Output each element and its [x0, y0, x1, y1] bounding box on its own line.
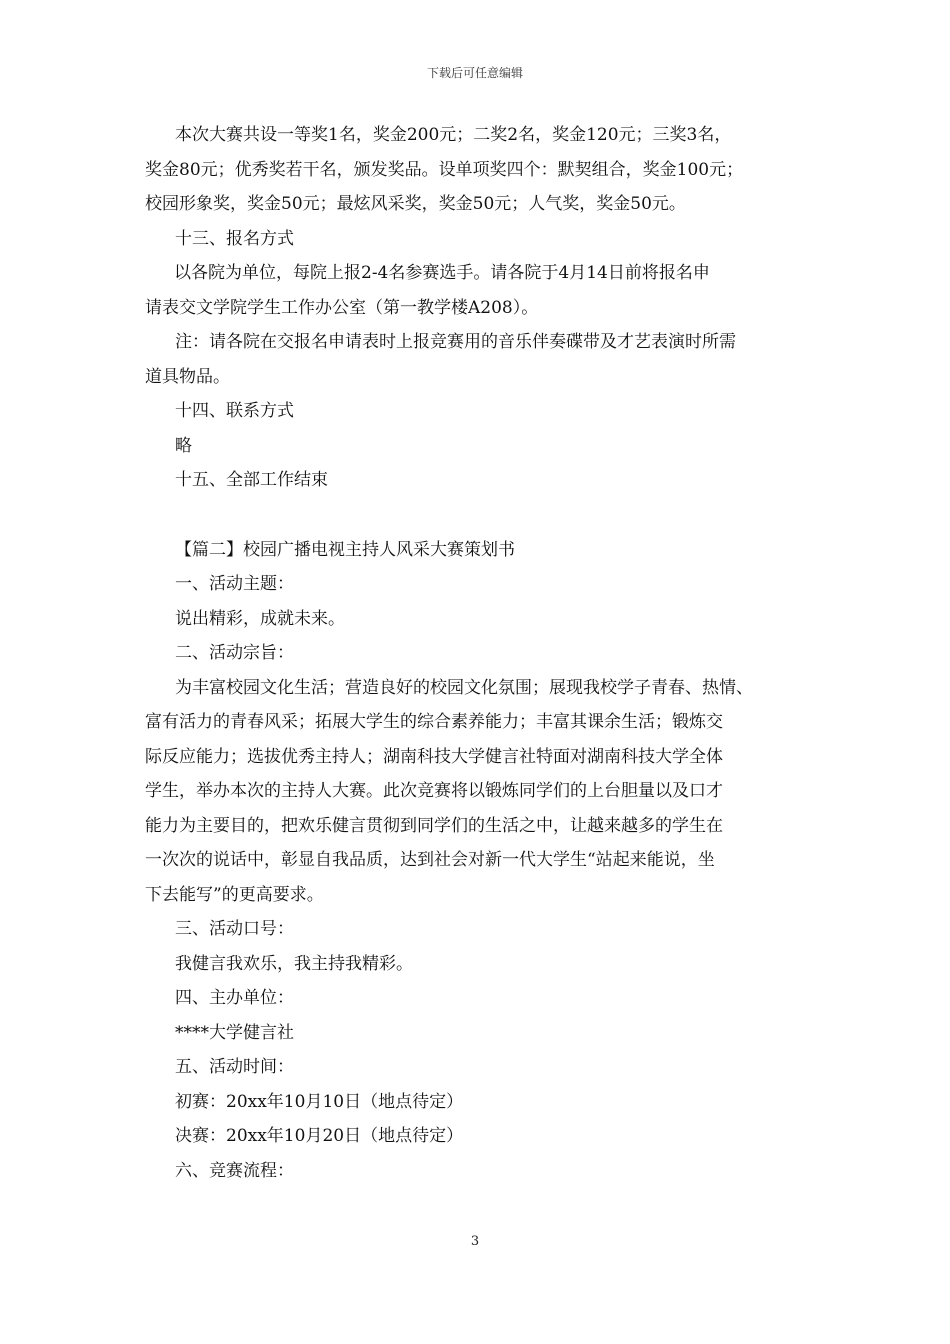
document-body [145, 118, 817, 1188]
section-heading: 五、活动时间： [175, 1057, 294, 1077]
page-header: 下载后可任意编辑 [426, 66, 523, 80]
paragraph-line: 奖金80元；优秀奖若干名，颁发奖品。设单项奖四个：默契组合，奖金100元； [145, 159, 744, 180]
paragraph-line: 略 [175, 435, 192, 456]
part-title: 【篇二】校园广播电视主持人风采大赛策划书 [175, 539, 515, 560]
paragraph-line: 学生，举办本次的主持人大赛。此次竞赛将以锻炼同学们的上台胆量以及口才 [145, 781, 723, 801]
paragraph-line: 能力为主要目的，把欢乐健言贯彻到同学们的生活之中，让越来越多的学生在 [145, 815, 723, 836]
paragraph-line: 下去能写”的更高要求。 [145, 884, 324, 905]
section-heading: 十三、报名方式 [175, 228, 294, 249]
paragraph-line: 请表交文学院学生工作办公室（第一教学楼A208）。 [145, 297, 539, 318]
section-heading: 二、活动宗旨： [175, 643, 294, 663]
section-heading: 三、活动口号： [175, 919, 294, 939]
paragraph-line: 际反应能力；选拔优秀主持人；湖南科技大学健言社特面对湖南科技大学全体 [145, 746, 723, 767]
paragraph-line: 校园形象奖，奖金50元；最炫风采奖，奖金50元；人气奖，奖金50元。 [145, 194, 686, 214]
blank-line [145, 498, 817, 533]
paragraph-line: 道具物品。 [145, 366, 230, 387]
section-heading: 十五、全部工作结束 [175, 470, 328, 490]
section-heading: 十四、联系方式 [175, 401, 294, 421]
paragraph-line: 决赛：20xx年10月20日（地点待定） [175, 1126, 464, 1146]
paragraph-line: 注：请各院在交报名申请表时上报竞赛用的音乐伴奏碟带及才艺表演时所需 [175, 332, 736, 352]
paragraph-line: 我健言我欢乐，我主持我精彩。 [175, 953, 413, 974]
paragraph-line: 富有活力的青春风采；拓展大学生的综合素养能力；丰富其课余生活；锻炼交 [145, 712, 723, 732]
paragraph-line: ****大学健言社 [175, 1022, 294, 1043]
section-heading: 一、活动主题： [175, 574, 294, 594]
paragraph-line: 说出精彩，成就未来。 [175, 608, 345, 629]
paragraph-line: 以各院为单位，每院上报2-4名参赛选手。请各院于4月14日前将报名申 [174, 263, 710, 283]
section-heading: 六、竞赛流程： [175, 1160, 294, 1181]
paragraph-line: 初赛：20xx年10月10日（地点待定） [175, 1091, 464, 1112]
paragraph-line: 为丰富校园文化生活；营造良好的校园文化氛围；展现我校学子青春、热情、 [175, 677, 753, 698]
paragraph-line: 本次大赛共设一等奖1名，奖金200元；二奖2名，奖金120元；三奖3名， [175, 125, 732, 145]
section-heading: 四、主办单位： [175, 988, 294, 1008]
page-number: 3 [470, 1234, 480, 1249]
paragraph-line: 一次次的说话中，彰显自我品质，达到社会对新一代大学生“站起来能说，坐 [145, 850, 715, 870]
